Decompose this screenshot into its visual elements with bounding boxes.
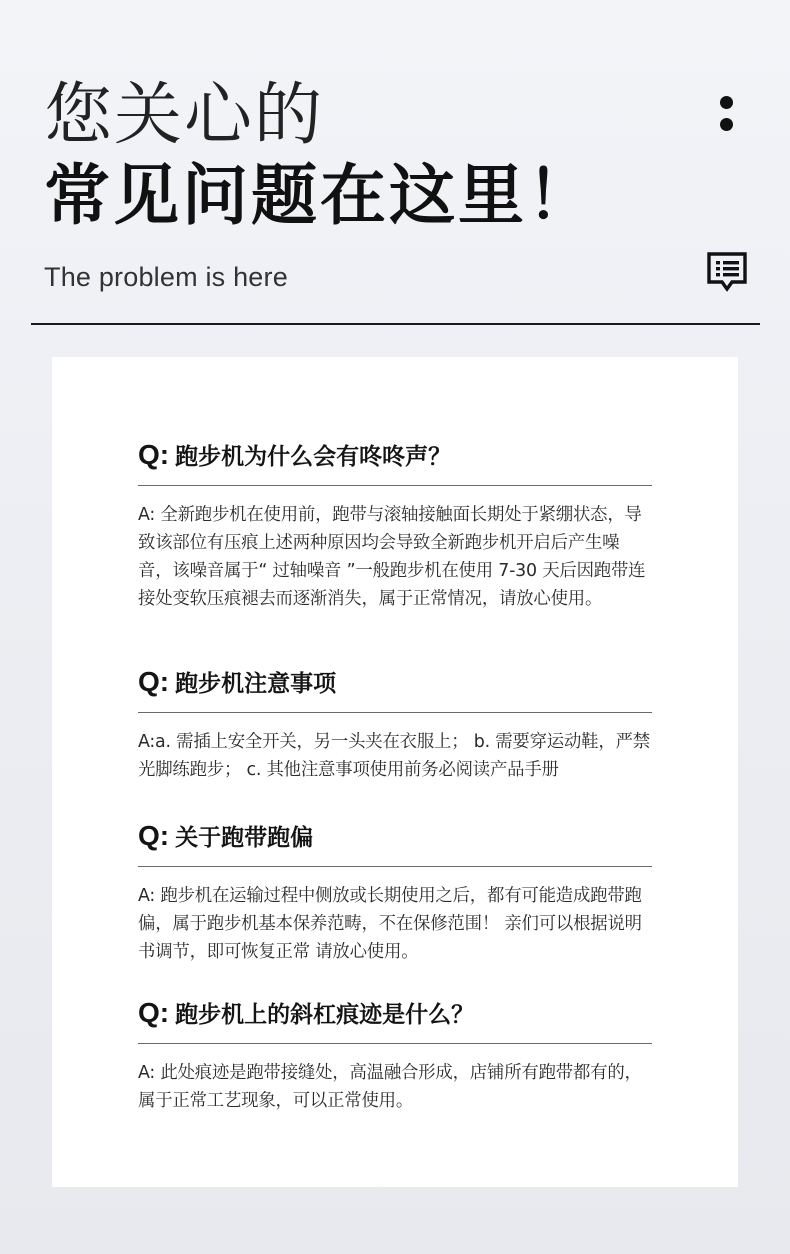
question-divider [138,712,652,713]
faq-question [138,820,652,854]
question-text: 跑步机注意事项 [175,671,337,697]
faq-answer: A: 全新跑步机在使用前，跑带与滚轴接触面长期处于紧绷状态，导致该部位有压痕上述两种原因均会导致全新跑步机开启后产生噪音，该噪音属于“ 过轴噪音 ”一般跑步机在使用 7-30 天后因跑带连接处变软压痕褪去而逐渐消失，属于正常情况，请放心使用。 [138,505,646,609]
faq-item [138,439,652,613]
question-text: 跑步机上的斜杠痕迹是什么？ [175,1002,475,1028]
question-prefix: Q: [138,997,170,1028]
question-prefix: Q: [138,820,170,851]
question-divider [138,1043,652,1044]
more-vertical-icon[interactable] [719,96,735,136]
question-text: 关于跑带跑偏 [175,825,314,851]
title-line-2: 常见问题在这里！ [44,157,596,234]
faq-question [138,666,652,700]
faq-question [138,997,652,1031]
faq-item [138,997,652,1115]
subtitle: The problem is here [44,262,288,292]
faq-card [52,357,738,1187]
question-divider [138,485,652,486]
page-header [0,0,790,330]
question-prefix: Q: [138,439,170,470]
faq-answer: A: 此处痕迹是跑带接缝处，高温融合形成，店铺所有跑带都有的，属于正常工艺现象，可以正常使用。 [138,1063,642,1111]
faq-item [138,666,652,784]
question-prefix: Q: [138,666,170,697]
faq-answer: A: 跑步机在运输过程中侧放或长期使用之后，都有可能造成跑带跑偏，属于跑步机基本保养范畴，不在保修范围！ 亲们可以根据说明书调节，即可恢复正常 请放心使用。 [138,886,642,962]
faq-answer: A:a. 需插上安全开关，另一头夹在衣服上； b. 需要穿运动鞋，严禁光脚练跑步； c. 其他注意事项使用前务必阅读产品手册 [138,732,650,780]
title-line-1: 您关心的 [44,76,325,155]
question-divider [138,866,652,867]
header-divider [31,323,760,325]
faq-question [138,439,652,473]
question-text: 跑步机为什么会有咚咚声？ [175,444,452,470]
chat-message-icon [706,251,748,295]
faq-item [138,820,652,966]
